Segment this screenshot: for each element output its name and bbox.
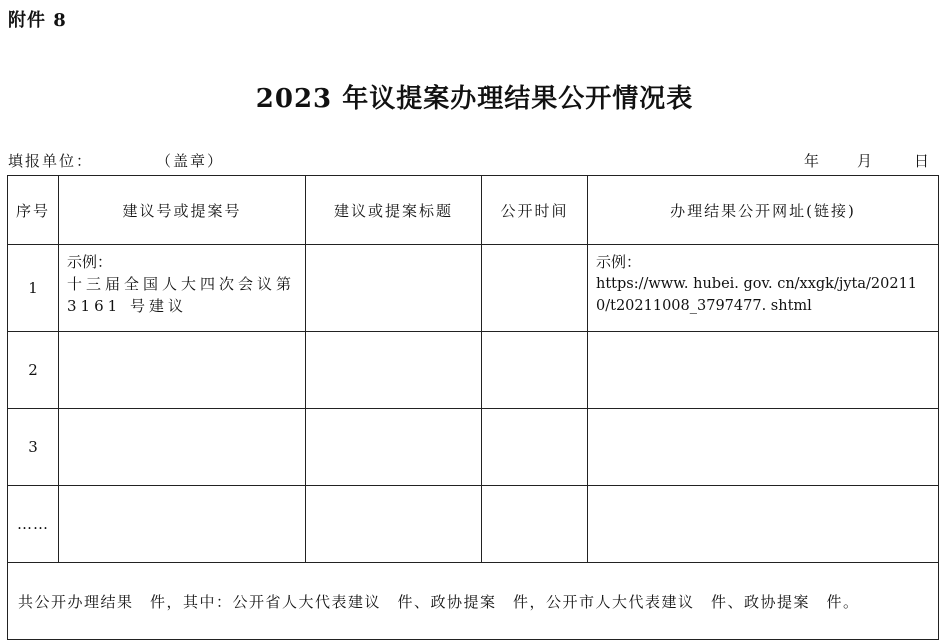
attachment-label: 附件 8: [8, 10, 67, 31]
table-row: [8, 245, 939, 332]
header-time: 公开时间: [482, 176, 588, 245]
row-url-cell: [588, 245, 939, 332]
date-day-label: 日: [914, 152, 930, 170]
page-title: 2023 年议提案办理结果公开情况表: [255, 84, 694, 114]
row-url-cell: [588, 486, 939, 563]
proposal-number: 十三届全国人大四次会议第 3161 号建议: [67, 275, 296, 315]
summary-row: [8, 563, 939, 640]
row-title-cell: [306, 332, 482, 409]
date-year-label: 年: [804, 152, 820, 170]
row-title-cell: [306, 245, 482, 332]
summary-text: 共公开办理结果 件，其中：公开省人大代表建议 件、政协提案 件，公开市人大代表建议 件、政协提案 件。: [8, 563, 939, 640]
row-time-cell: [482, 486, 588, 563]
results-table: [7, 175, 939, 640]
table-header-row: [8, 176, 939, 245]
row-number-cell: [59, 486, 306, 563]
header-number: 建议号或提案号: [59, 176, 306, 245]
row-time-cell: [482, 409, 588, 486]
example-label: 示例：: [67, 253, 113, 271]
fill-unit-label: 填报单位：: [8, 152, 94, 170]
row-url-cell: [588, 332, 939, 409]
result-url: https://www. hubei. gov. cn/xxgk/jyta/202110/t20211008_3797477. shtml: [596, 276, 918, 314]
row-time-cell: [482, 245, 588, 332]
header-title: 建议或提案标题: [306, 176, 482, 245]
seal-label: （盖章）: [156, 152, 225, 170]
row-index: 3: [8, 409, 59, 486]
date-month-label: 月: [857, 152, 873, 170]
row-number-cell: [59, 409, 306, 486]
row-index: 1: [8, 245, 59, 332]
table-row: [8, 332, 939, 409]
row-time-cell: [482, 332, 588, 409]
example-label: 示例：: [596, 253, 642, 271]
fill-info-row: [8, 150, 938, 172]
row-url-cell: [588, 409, 939, 486]
table-row: [8, 486, 939, 563]
row-number-cell: [59, 332, 306, 409]
header-index: 序号: [8, 176, 59, 245]
table-row: [8, 409, 939, 486]
header-url: 办理结果公开网址(链接): [588, 176, 939, 245]
row-title-cell: [306, 409, 482, 486]
row-number-cell: [59, 245, 306, 332]
row-index: 2: [8, 332, 59, 409]
row-title-cell: [306, 486, 482, 563]
row-index: ……: [8, 486, 59, 563]
